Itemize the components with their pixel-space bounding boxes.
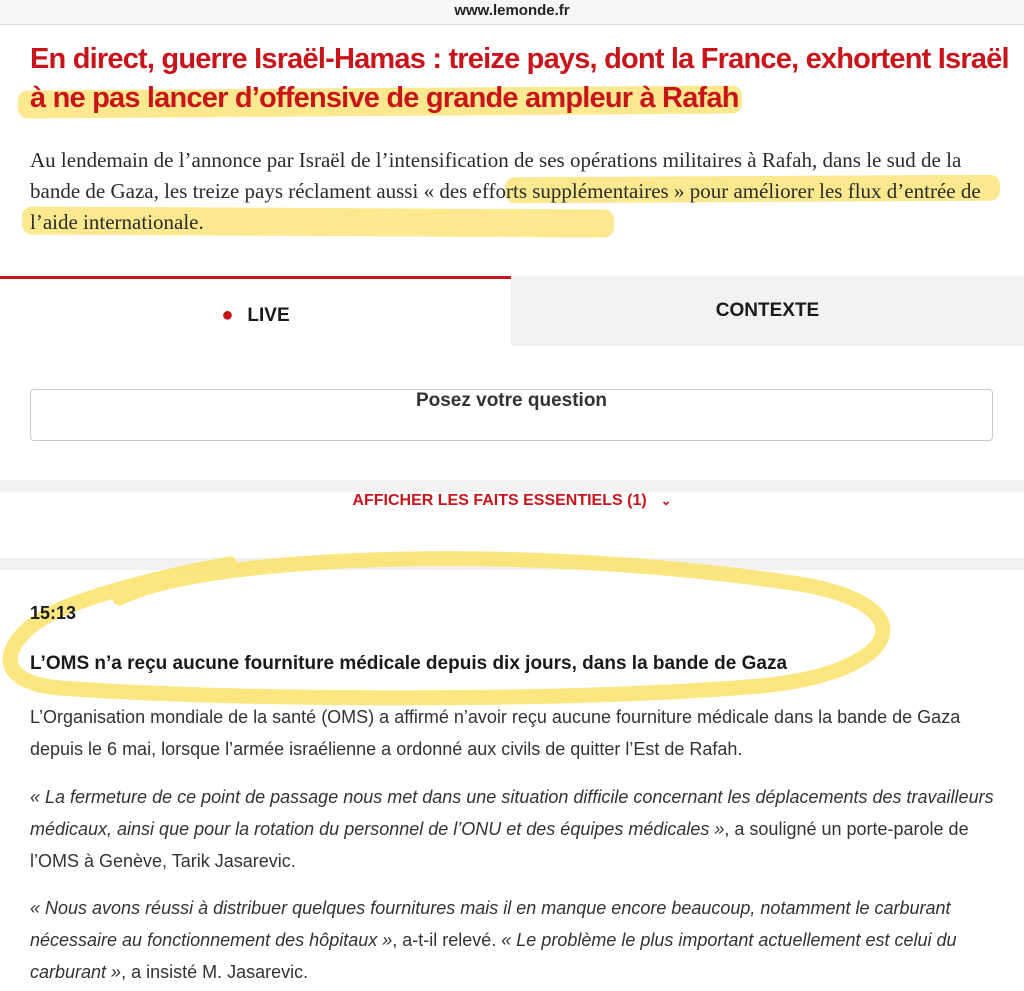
post-paragraph: L’Organisation mondiale de la santé (OMS) a affirmé n’avoir reçu aucune fourniture médicale dans la bande de Gaza depuis le 6 mai, lorsque l’armée israélienne a ordonné aux civils de quitter l’Est de Rafah. (30, 707, 961, 759)
tab-contexte[interactable] (511, 276, 1024, 346)
post-quote: « Le problème le plus important actuellement est celui du carburant » (30, 930, 957, 982)
post-timestamp: 15:13 (30, 603, 77, 623)
tab-live[interactable] (0, 276, 511, 346)
url-text: www.lemonde.fr (454, 2, 570, 19)
tab-contexte-label: CONTEXTE (715, 300, 820, 321)
post-quote: « Nous avons réussi à distribuer quelques fournitures mais il en manque encore beaucoup, notamment le carburant nécessaire au fonctionnement des hôpitaux » (30, 898, 951, 950)
tab-live-label: LIVE (247, 305, 290, 326)
article-headline: En direct, guerre Israël-Hamas : treize pays, dont la France, exhortent Israël à ne pas lancer d’offensive de grande ampleur à Rafah (30, 43, 1009, 114)
section-divider (0, 480, 1024, 492)
highlight-circle-mark (0, 548, 1024, 708)
live-dot-icon: ● (221, 304, 234, 326)
post-quote: « La fermeture de ce point de passage nous met dans une situation difficile concernant les déplacements des travailleurs médicaux, ainsi que pour la rotation du personnel de l’ONU et des équipes médicales » (30, 787, 994, 839)
ask-question-button[interactable] (30, 389, 993, 441)
article-lede: Au lendemain de l’annonce par Israël de l’intensification de ses opérations militaires à Rafah, dans le sud de la bande de Gaza, les treize pays réclament aussi « des efforts supplémentaires » pour améliorer les flux d’entrée de l’aide internationale. (30, 148, 981, 234)
post-text: , a souligné un porte-parole de l’OMS à Genève, Tarik Jasarevic. (30, 819, 969, 871)
chevron-down-icon: ⌄ (660, 493, 672, 508)
show-key-facts-label: AFFICHER LES FAITS ESSENTIELS (1) (352, 492, 647, 509)
post-text: , a insisté M. Jasarevic. (121, 962, 309, 982)
ask-question-label: Posez votre question (415, 390, 608, 411)
post-paragraph (30, 781, 995, 877)
post-paragraph (30, 892, 995, 988)
post-title: L’OMS n’a reçu aucune fourniture médicale depuis dix jours, dans la bande de Gaza (30, 653, 788, 674)
live-tabs (0, 276, 1024, 346)
browser-url-bar[interactable] (0, 0, 1024, 25)
post-text: , a-t-il relevé. (392, 930, 502, 950)
